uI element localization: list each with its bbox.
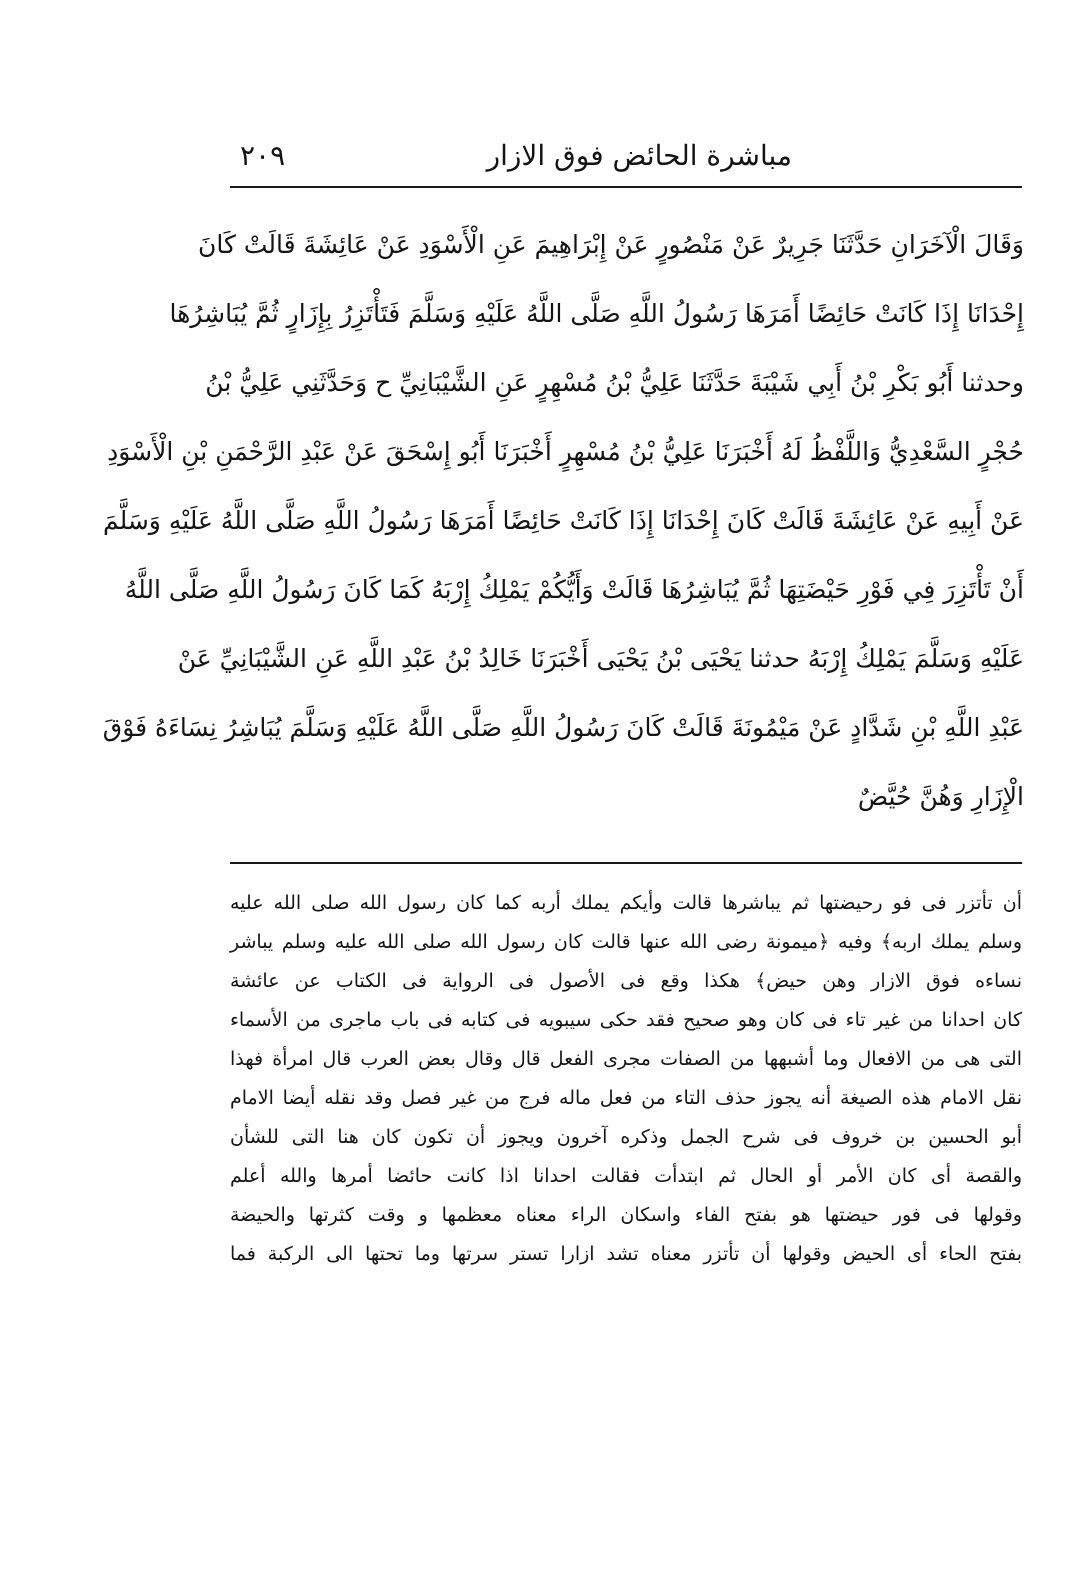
commentary-line: بفتح الحاء أى الحيض وقولها أن تأتزر معناه تشد ازارا تستر سرتها وما تحتها الى الركبة فما — [230, 1243, 1022, 1265]
commentary-line: وقولها فى فور حيضتها هو بفتح الفاء واسكان الراء معناه معظمها و وقت كثرتها والحيضة — [230, 1204, 1022, 1226]
commentary-line: وسلم يملك اربه﴾ وفيه ﴿ميمونة رضى الله عنها قالت كان رسول الله صلى الله عليه وسلم يباشر — [230, 931, 1022, 953]
header-divider — [230, 186, 1022, 188]
commentary-line: نقل الامام هذه الصيغة أنه يجوز حذف التاء من فعل ماله فرج من غير فصل وقد نقله أيضا الامام — [230, 1087, 1022, 1109]
page-header — [232, 130, 1022, 180]
commentary-line: نساءه فوق الازار وهن حيض﴾ هكذا وقع فى الأصول فى الرواية فى الكتاب عن عائشة — [230, 970, 1022, 992]
hadith-line: حُجْرٍ السَّعْدِيُّ وَاللَّفْظُ لَهُ أَخْبَرَنَا عَلِيُّ بْنُ مُسْهِرٍ أَخْبَرَنَا أَبُو إِسْحَقَ عَنْ عَبْدِ الرَّحْمَنِ بْنِ الْأَسْوَدِ — [107, 437, 1024, 466]
hadith-line: وحدثنا أَبُو بَكْرِ بْنُ أَبِي شَيْبَةَ حَدَّثَنَا عَلِيُّ بْنُ مُسْهِرٍ عَنِ الشَّيْبَانِيِّ ح وَحَدَّثَنِي عَلِيُّ بْنُ — [205, 368, 1024, 397]
commentary-line: كان احدانا من غير تاء فى كان وهو صحيح فقد حكى سيبويه فى كتابه فى باب ماجرى من الأسماء — [230, 1009, 1022, 1031]
hadith-line: إِحْدَانَا إِذَا كَانَتْ حَائِضًا أَمَرَهَا رَسُولُ اللَّهِ صَلَّى اللَّهُ عَلَيْهِ وَسَلَّمَ فَتَأْتَزِرُ بِإِزَارٍ ثُمَّ يُبَاشِرُهَا — [169, 299, 1024, 328]
running-title: مباشرة الحائض فوق الازار — [486, 139, 792, 172]
hadith-line: الْإِزَارِ وَهُنَّ حُيَّضٌ — [857, 782, 1024, 811]
commentary-line: أن تأتزر فى فو رحيضتها ثم يباشرها قالت وأيكم يملك أربه كما كان رسول الله صلى الله عليه — [230, 892, 1022, 914]
hadith-text — [102, 210, 1024, 831]
hadith-line: عَبْدِ اللَّهِ بْنِ شَدَّادٍ عَنْ مَيْمُونَةَ قَالَتْ كَانَ رَسُولُ اللَّهِ صَلَّى اللَّهُ عَلَيْهِ وَسَلَّمَ يُبَاشِرُ نِسَاءَهُ فَوْقَ — [102, 713, 1024, 742]
hadith-line: عَلَيْهِ وَسَلَّمَ يَمْلِكُ إِرْبَهُ حدثنا يَحْيَى بْنُ يَحْيَى أَخْبَرَنَا خَالِدُ بْنُ عَبْدِ اللَّهِ عَنِ الشَّيْبَانِيِّ عَنْ — [177, 644, 1024, 673]
commentary-line: التى هى من الافعال وما أشبهها من الصفات مجرى الفعل قال وقال بعض العرب قال امرأة فهذا — [230, 1048, 1022, 1070]
hadith-line: أَنْ تَأْتَزِرَ فِي فَوْرِ حَيْضَتِهَا ثُمَّ يُبَاشِرُهَا قَالَتْ وَأَيُّكُمْ يَمْلِكُ إِرْبَهُ كَمَا كَانَ رَسُولُ اللَّهِ صَلَّى اللَّهُ — [124, 575, 1024, 604]
hadith-line: وَقَالَ الْآخَرَانِ حَدَّثَنَا جَرِيرٌ عَنْ مَنْصُورٍ عَنْ إِبْرَاهِيمَ عَنِ الْأَسْوَدِ عَنْ عَائِشَةَ قَالَتْ كَانَ — [198, 230, 1024, 259]
commentary-divider — [230, 862, 1022, 864]
page-number: ٢٠٩ — [240, 139, 286, 172]
commentary-text — [230, 884, 1022, 1274]
commentary-line: أبو الحسين بن خروف فى شرح الجمل وذكره آخرون ويجوز أن تكون كان هنا التى للشأن — [230, 1126, 1022, 1148]
commentary-line: والقصة أى كان الأمر أو الحال ثم ابتدأت فقالت احدانا اذا كانت حائضا أمرها والله أعلم — [230, 1165, 1022, 1187]
hadith-line: عَنْ أَبِيهِ عَنْ عَائِشَةَ قَالَتْ كَانَ إِحْدَانَا إِذَا كَانَتْ حَائِضًا أَمَرَهَا رَسُولُ اللَّهِ صَلَّى اللَّهُ عَلَيْهِ وَسَلَّمَ — [102, 506, 1024, 535]
